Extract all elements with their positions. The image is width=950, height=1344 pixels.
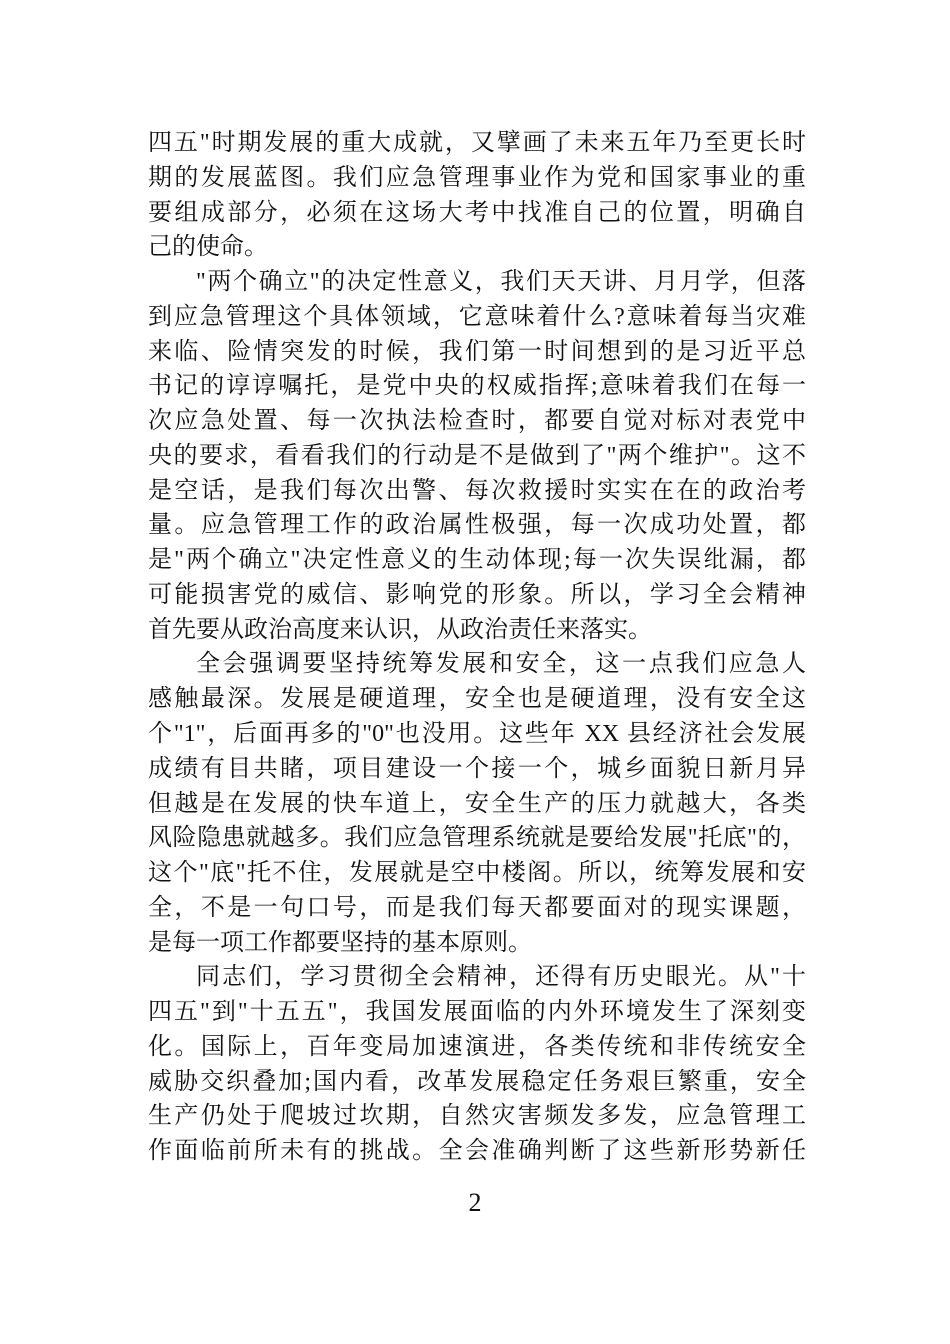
text-line: 次应急处置、每一次执法检查时，都要自觉对标对表党中	[148, 408, 806, 435]
text-line: 书记的谆谆嘱托，是党中央的权威指挥;意味着我们在每一	[148, 373, 806, 400]
text-line: 全，不是一句口号，而是我们每天都要面对的现实课题，	[148, 894, 806, 921]
text-line: 是"两个确立"决定性意义的生动体现;每一次失误纰漏，都	[148, 547, 806, 574]
text-line: 到应急管理这个具体领域，它意味着什么?意味着每当灾难	[148, 303, 806, 330]
text-line: 是每一项工作都要坚持的基本原则。	[148, 929, 532, 956]
text-line: 可能损害党的威信、影响党的形象。所以，学习全会精神	[148, 581, 806, 608]
text-line: 作面临前所未有的挑战。全会准确判断了这些新形势新任	[148, 1138, 806, 1165]
text-line: 是空话，是我们每次出警、每次救援时实实在在的政治考	[148, 477, 806, 504]
text-line: 成绩有目共睹，项目建设一个接一个，城乡面貌日新月异	[148, 755, 806, 782]
text-line: 风险隐患就越多。我们应急管理系统就是要给发展"托底"的，	[148, 825, 806, 852]
text-line: 要组成部分，必须在这场大考中找准自己的位置，明确自	[148, 199, 806, 226]
text-line: 首先要从政治高度来认识，从政治责任来落实。	[148, 616, 652, 643]
page-number: 2	[468, 1188, 482, 1217]
text-line: 来临、险情突发的时候，我们第一时间想到的是习近平总	[148, 338, 806, 365]
text-line: 这个"底"托不住，发展就是空中楼阁。所以，统筹发展和安	[148, 860, 806, 887]
text-line: 央的要求，看看我们的行动是不是做到了"两个维护"。这不	[148, 442, 806, 469]
text-line: 生产仍处于爬坡过坎期，自然灾害频发多发，应急管理工	[148, 1103, 806, 1130]
text-line: 全会强调要坚持统筹发展和安全，这一点我们应急人	[196, 651, 806, 678]
text-line: 威胁交织叠加;国内看，改革发展稳定任务艰巨繁重，安全	[148, 1068, 806, 1095]
text-line: 己的使命。	[148, 234, 268, 261]
text-line: 感触最深。发展是硬道理，安全也是硬道理，没有安全这	[148, 686, 806, 713]
text-line: 四五"时期发展的重大成就，又擘画了未来五年乃至更长时	[148, 130, 806, 156]
text-line: 但越是在发展的快车道上，安全生产的压力就越大，各类	[148, 790, 806, 817]
text-line: 化。国际上，百年变局加速演进，各类传统和非传统安全	[148, 1033, 806, 1060]
text-line: 同志们，学习贯彻全会精神，还得有历史眼光。从"十	[196, 964, 806, 991]
document-body	[148, 126, 806, 1169]
text-line: 期的发展蓝图。我们应急管理事业作为党和国家事业的重	[148, 164, 806, 191]
text-line: 四五"到"十五五"，我国发展面临的内外环境发生了深刻变	[148, 999, 806, 1026]
text-line: 个"1"，后面再多的"0"也没用。这些年 XX 县经济社会发展	[148, 721, 806, 748]
text-line: 量。应急管理工作的政治属性极强，每一次成功处置，都	[148, 512, 806, 539]
text-line: "两个确立"的决定性意义，我们天天讲、月月学，但落	[196, 269, 806, 296]
